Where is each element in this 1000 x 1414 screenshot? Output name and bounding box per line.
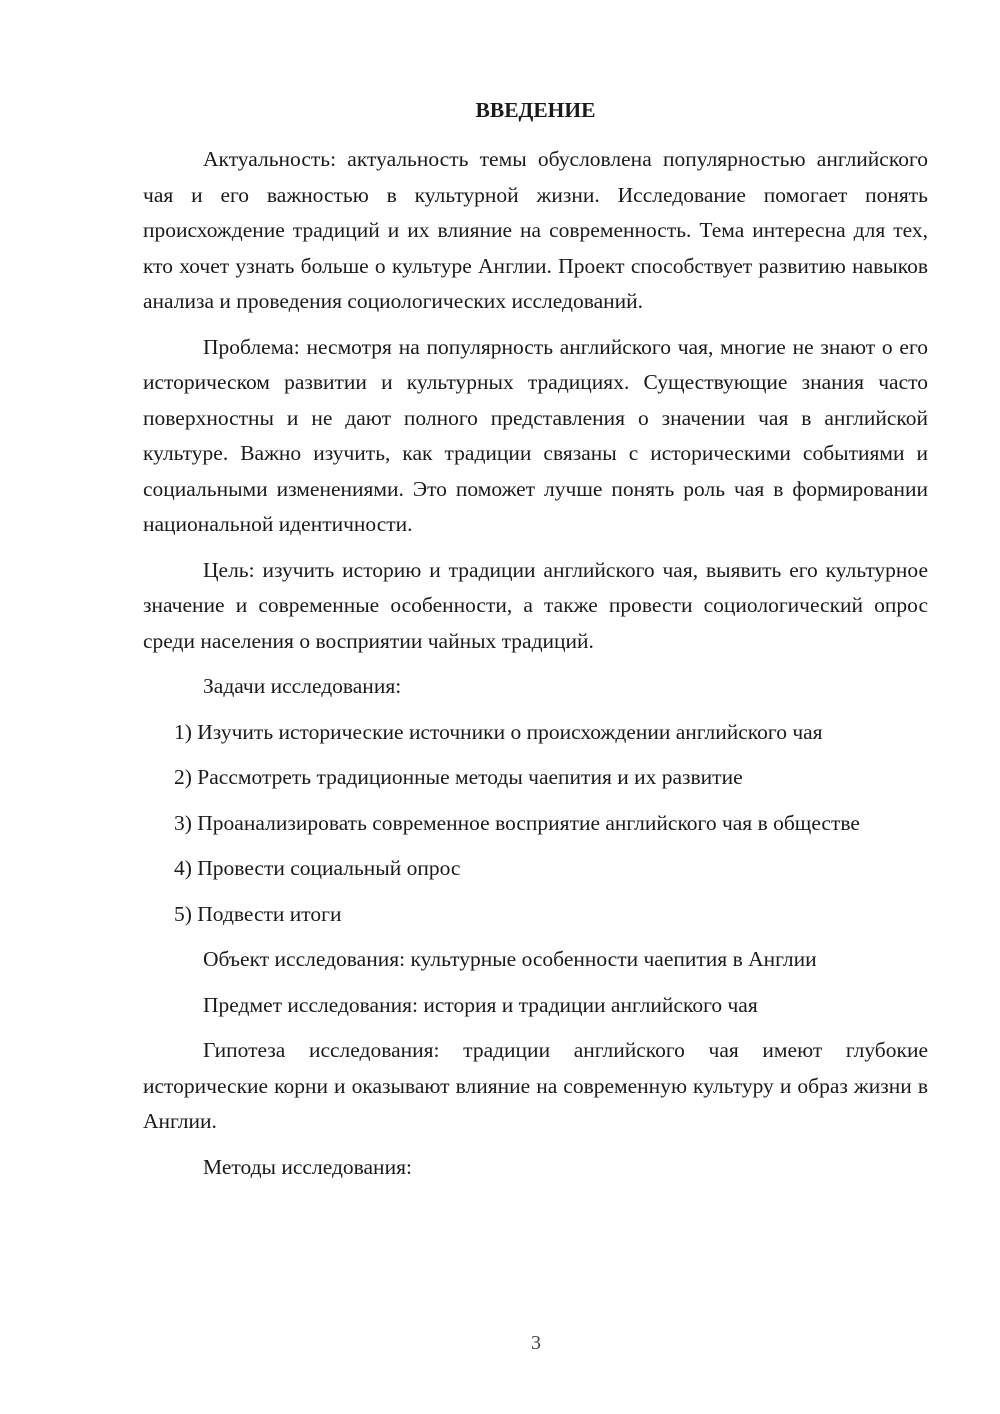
research-object: Объект исследования: культурные особенности чаепития в Англии (203, 947, 817, 971)
task-item-4: 4) Провести социальный опрос (174, 856, 461, 880)
paragraph-goal: Цель: изучить историю и традиции английского чая, выявить его культурное значение и современные особенности, а также провести социологический опрос среди населения о восприятии чайных традиций. (143, 557, 928, 653)
tasks-heading: Задачи исследования: (203, 674, 402, 698)
page-number: 3 (531, 1332, 541, 1354)
paragraph-relevance: Актуальность: актуальность темы обусловлена популярностью английского чая и его важностью в культурной жизни. Исследование помогает понять происхождение традиций и их влияние на современность. Тема интересна для тех, кто хочет узнать больше о культуре Англии. Проект способствует развитию навыков анализа и проведения социологических исследований. (143, 147, 928, 313)
section-title: ВВЕДЕНИЕ (475, 98, 596, 122)
task-item-2: 2) Рассмотреть традиционные методы чаепития и их развитие (174, 765, 743, 789)
task-item-5: 5) Подвести итоги (174, 901, 342, 926)
research-hypothesis: Гипотеза исследования: традиции английского чая имеют глубокие исторические корни и оказывают влияние на современную культуру и образ жизни в Англии. (143, 1038, 928, 1133)
paragraph-problem: Проблема: несмотря на популярность английского чая, многие не знают о его историческом развитии и культурных традициях. Существующие знания часто поверхностны и не дают полного представления о значении чая в английской культуре. Важно изучить, как традиции связаны с историческими событиями и социальными изменениями. Это поможет лучше понять роль чая в формировании национальной идентичности. (143, 334, 928, 536)
methods-heading: Методы исследования: (203, 1154, 412, 1179)
task-item-3: 3) Проанализировать современное восприятие английского чая в обществе (174, 810, 860, 835)
research-subject: Предмет исследования: история и традиции английского чая (203, 992, 758, 1017)
document-page (143, 92, 928, 1195)
task-item-1: 1) Изучить исторические источники о происхождении английского чая (174, 719, 823, 744)
